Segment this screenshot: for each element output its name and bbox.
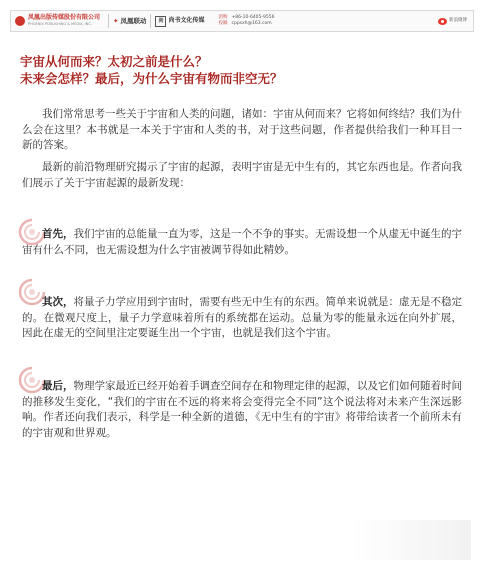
header-divider [150,14,151,28]
brand-mark-icon: ✦ [113,17,119,25]
discovery-paragraph: 最新的前沿物理研究揭示了宇宙的起源，表明宇宙是无中生有的，其它东西也是。作者向我们展示了关于宇宙起源的最新发现： [22,161,462,189]
point-last-lead: 最后， [42,380,74,392]
intro-paragraph: 我们常常思考一些关于宇宙和人类的问题，诸如：宇宙从何而来？它将如何终结？我们为什么会在这里？本书就是一本关于宇宙和人类的书，对于这些问题，作者提供给我们一种耳目一新的答案。 [22,108,462,151]
seal-icon: 尚 [155,16,166,27]
point-last-paragraph: 最后，物理学家最近已经开始着手调查空间存在和物理定律的起源，以及它们如何随着时间的推移发生变化，“我们的宇宙在不远的将来将会变得完全不同”这个说法将对未来产生深远影响。作者还向我们表示，科学是一种全新的道德，《无中生有的宇宙》将带给读者一个前所未有的宇宙观和世界观。 [22,380,462,439]
point-first-paragraph: 首先，我们宇宙的总能量一直为零，这是一个不争的事实。无需设想一个从虚无中诞生的宇宙有什么不同，也无需设想为什么宇宙被调节得如此精妙。 [22,228,462,256]
point-first-lead: 首先， [42,228,74,240]
phoenix-logo-icon [15,16,25,26]
brand-fenghuang-liandong: ✦ 凤凰联动 [113,17,147,25]
point-second-paragraph: 其次，将量子力学应用到宇宙时，需要有些无中生有的东西。简单来说就是：虚无是不稳定的。在微观尺度上，量子力学意味着所有的系统都在运动。总量为零的能量永远在向外扩展，因此在虚无的空间里注定要诞生出一个宇宙，也就是我们这个宇宙。 [22,296,462,339]
email-address: cppsxh@163.com [231,21,272,26]
publisher-logo [11,11,104,31]
weibo-badge: 新浪微博 [438,18,473,25]
page-title [20,53,460,87]
point-second-lead: 其次， [42,296,74,308]
weibo-icon [438,18,447,25]
publisher-name-en: PHOENIX PUBLISHING & MEDIA, INC. [28,22,92,26]
title-line-1: 宇宙从何而来？太初之前是什么？ [20,54,208,69]
contact-info: 团购 +86-10-6405-9556 投稿 cppsxh@163.com [218,15,275,26]
page-corner-shading [351,520,471,560]
header-divider [108,14,109,28]
phone-number: +86-10-6405-9556 [231,15,275,20]
publisher-name-cn: 凤凰出版传媒股份有限公司 [28,14,101,21]
publisher-header-banner [10,10,474,32]
title-line-2: 未来会怎样？最后，为什么宇宙有物而非空无？ [20,71,283,86]
brand-shangshu: 尚 尚书文化传媒 [155,16,204,27]
